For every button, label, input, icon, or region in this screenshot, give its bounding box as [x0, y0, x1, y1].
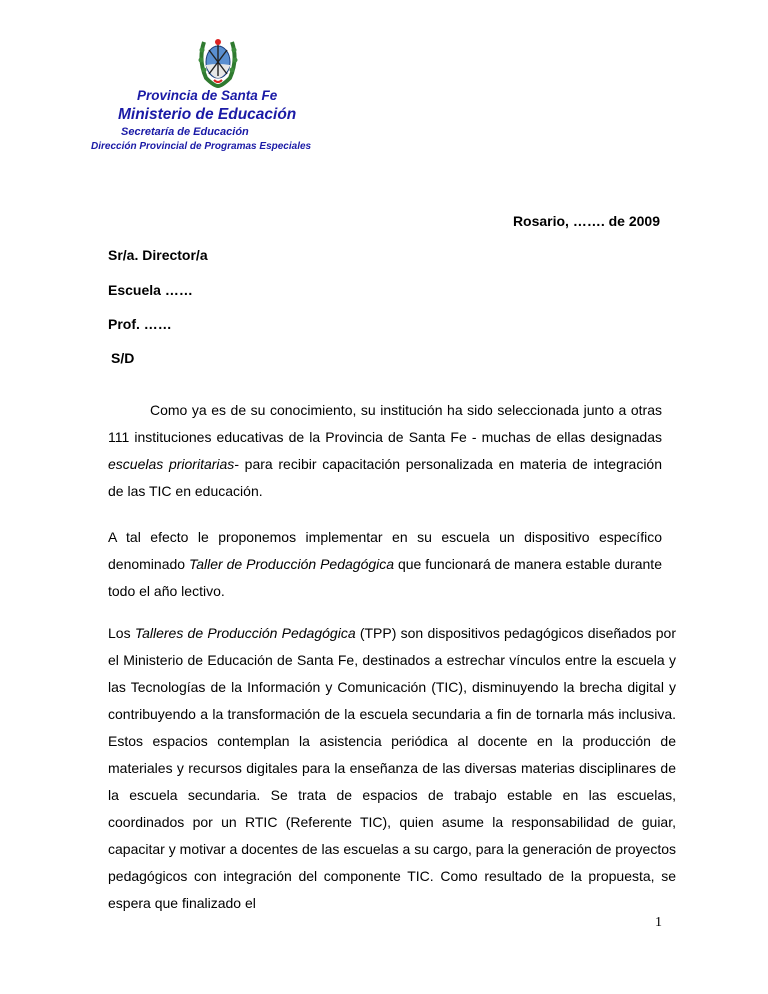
recipient-director: Sr/a. Director/a	[108, 247, 208, 263]
provincial-crest-icon	[196, 32, 240, 88]
paragraph-emphasis: Taller de Producción Pedagógica	[188, 556, 395, 572]
paragraph-text: Los	[108, 625, 135, 641]
paragraph-text: (TPP) son dispositivos pedagógicos diseñados por el Ministerio de Educación de Santa Fe, destinados a estrechar vínculos entre la escuela y las Tecnologías de la Información y Comunicación (TIC), disminuyendo la brecha digital y contribuyendo a la transformación de la escuela secundaria a fin de tornarla más inclusiva. Estos espacios contemplan la asistencia periódica al docente en la producción de materiales y recursos digitales para la enseñanza de las diversas materias disciplinares de la escuela secundaria. Se trata de espacios de trabajo estable en las escuelas, coordinados por un RTIC (Referente TIC), quien asume la responsabilidad de guiar, capacitar y motivar a docentes de las escuelas a su cargo, para la generación de proyectos pedagógicos con integración del componente TIC. Como resultado de la propuesta, se espera que finalizado el	[108, 625, 676, 911]
paragraph-text: Como ya es de su conocimiento, su institución ha sido seleccionada junto a otras 111 instituciones educativas de la Provincia de Santa Fe - muchas de ellas designadas	[108, 402, 662, 445]
paragraph-intro	[108, 397, 662, 505]
date-line: Rosario, ……. de 2009	[512, 213, 660, 229]
recipient-school: Escuela ……	[108, 282, 193, 298]
paragraph-proposal	[108, 524, 662, 605]
paragraph-emphasis: Talleres de Producción Pedagógica	[134, 625, 356, 641]
letterhead-ministry: Ministerio de Educación	[118, 106, 297, 123]
paragraph-emphasis: escuelas prioritarias	[108, 456, 235, 472]
paragraph-tpp-description	[108, 620, 676, 917]
recipient-professor: Prof. ……	[108, 316, 172, 332]
paragraph-text: - para recibir capacitación personalizada en materia de integración de las TIC en educación.	[108, 456, 663, 499]
letterhead-secretariat: Secretaría de Educación	[121, 126, 249, 138]
paragraph-text: A tal efecto le proponemos implementar en su escuela un dispositivo específico denominado	[108, 529, 662, 572]
letterhead-directorate: Dirección Provincial de Programas Especiales	[91, 141, 312, 152]
paragraph-text: que funcionará de manera estable durante todo el año lectivo.	[108, 556, 662, 599]
letterhead-province: Provincia de Santa Fe	[137, 88, 278, 103]
page-number: 1	[655, 915, 662, 930]
recipient-sd: S/D	[111, 350, 135, 366]
